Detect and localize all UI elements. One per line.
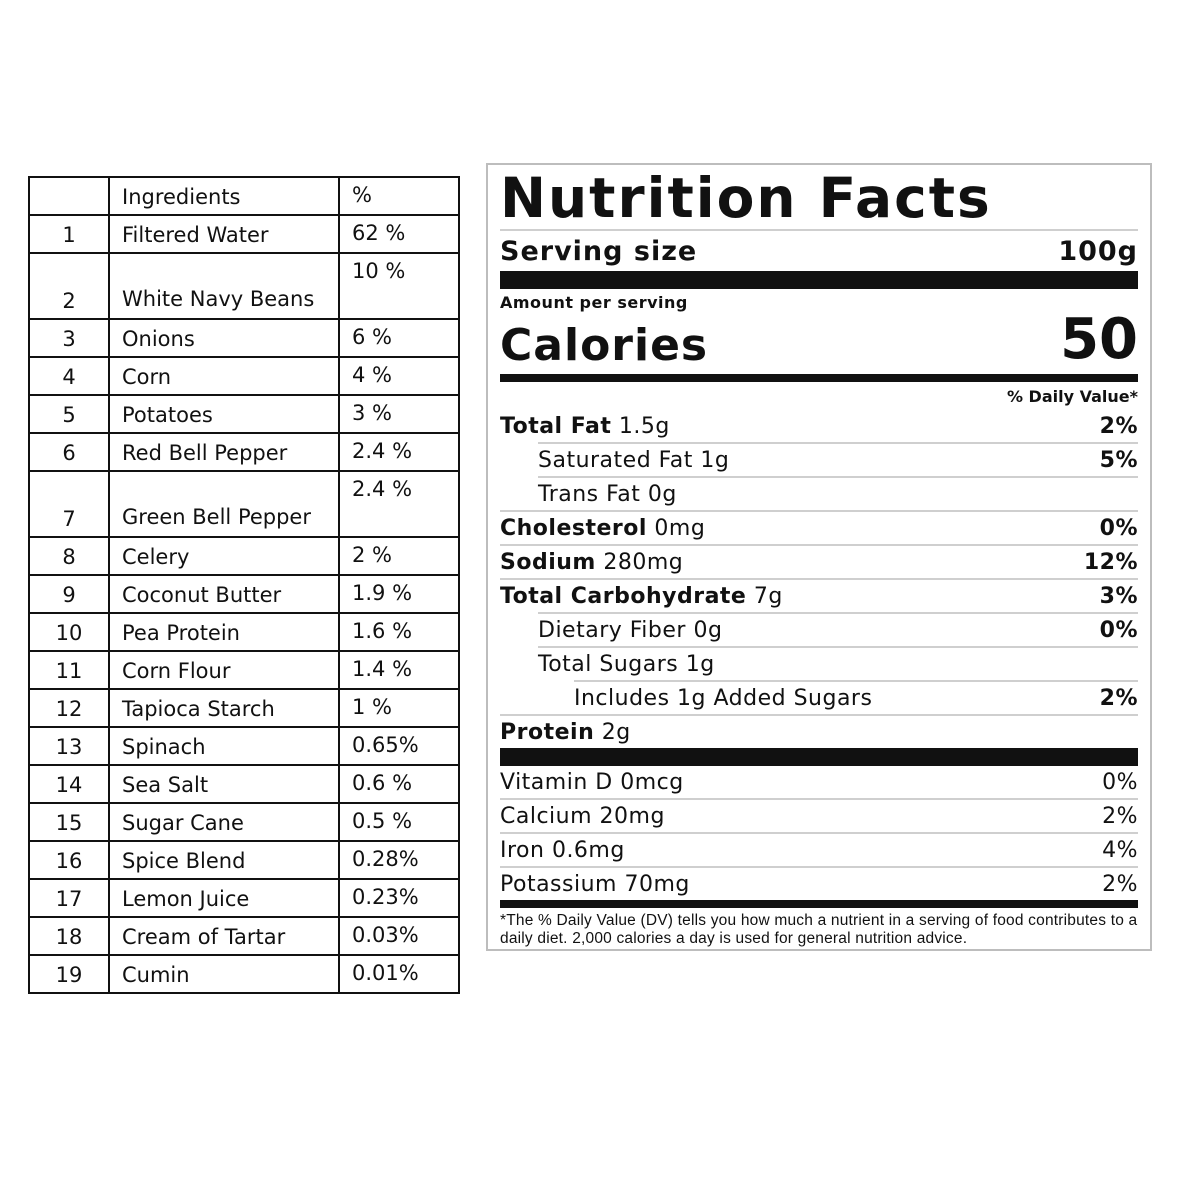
ingredients-table (28, 176, 460, 994)
ingredient-number: 9 (29, 575, 109, 613)
ingredient-percent: 1.4 % (339, 651, 459, 689)
nutrient-label (500, 618, 722, 643)
serving-size-label: Serving size (500, 235, 698, 267)
ingredient-percent: 1.9 % (339, 575, 459, 613)
ingredient-number: 4 (29, 357, 109, 395)
header-ingredients-cell: Ingredients (109, 177, 339, 215)
vitamin-daily-value: 2% (1102, 871, 1138, 897)
nutrition-facts-label (486, 163, 1152, 951)
nutrient-amount: 280mg (595, 549, 684, 575)
ingredient-name: Sugar Cane (109, 803, 339, 841)
daily-value-header-label: % Daily Value* (1006, 386, 1138, 406)
nutrient-row (500, 648, 1138, 680)
ingredient-row (29, 395, 459, 433)
ingredient-row (29, 613, 459, 651)
ingredient-number: 10 (29, 613, 109, 651)
ingredient-percent: 10 % (339, 253, 459, 319)
nutrient-amount: Includes 1g Added Sugars (574, 685, 873, 711)
ingredient-row (29, 471, 459, 537)
vitamin-daily-value: 2% (1102, 803, 1138, 829)
ingredient-number: 14 (29, 765, 109, 803)
nutrient-row (500, 682, 1138, 714)
ingredient-row (29, 253, 459, 319)
ingredient-number: 19 (29, 955, 109, 993)
ingredient-row (29, 357, 459, 395)
ingredient-name: Tapioca Starch (109, 689, 339, 727)
ingredient-percent: 3 % (339, 395, 459, 433)
ingredient-name: Cumin (109, 955, 339, 993)
nutrient-daily-value: 2% (1099, 413, 1138, 439)
nutrition-facts-title: Nutrition Facts (500, 166, 992, 230)
nutrient-name: Total Carbohydrate (500, 583, 747, 609)
ingredient-row (29, 575, 459, 613)
nutrient-daily-value: 5% (1099, 447, 1138, 473)
nutrient-row (500, 716, 1138, 748)
ingredient-percent: 2.4 % (339, 471, 459, 537)
vitamin-row (500, 766, 1138, 798)
ingredient-name: Lemon Juice (109, 879, 339, 917)
nutrient-amount: 1.5g (611, 413, 670, 439)
ingredient-row (29, 689, 459, 727)
ingredient-name: Corn (109, 357, 339, 395)
header-number-cell (29, 177, 109, 215)
ingredient-number: 12 (29, 689, 109, 727)
nutrient-label (500, 652, 715, 677)
ingredient-percent: 0.01% (339, 955, 459, 993)
amount-per-serving (500, 293, 1138, 312)
ingredient-row (29, 433, 459, 471)
ingredient-name: Spice Blend (109, 841, 339, 879)
nutrient-amount: Trans Fat 0g (538, 481, 677, 507)
ingredient-name: Green Bell Pepper (109, 471, 339, 537)
nutrient-amount: 0mg (646, 515, 706, 541)
ingredient-row (29, 955, 459, 993)
calories-label: Calories (500, 320, 709, 371)
vitamin-label: Vitamin D 0mcg (500, 769, 684, 795)
nutrient-daily-value: 3% (1099, 583, 1138, 609)
vitamin-row (500, 800, 1138, 832)
ingredient-number: 15 (29, 803, 109, 841)
ingredient-row (29, 651, 459, 689)
ingredient-percent: 0.65% (339, 727, 459, 765)
ingredient-percent: 0.6 % (339, 765, 459, 803)
amount-per-serving-label: Amount per serving (500, 293, 688, 312)
nutrient-daily-value: 2% (1099, 685, 1138, 711)
vitamin-row (500, 834, 1138, 866)
ingredient-row (29, 319, 459, 357)
ingredient-percent: 62 % (339, 215, 459, 253)
ingredient-percent: 4 % (339, 357, 459, 395)
ingredient-row (29, 537, 459, 575)
ingredients-header-row (29, 177, 459, 215)
nutrient-name: Sodium (500, 549, 596, 575)
nutrient-row (500, 410, 1138, 442)
ingredient-number: 18 (29, 917, 109, 955)
vitamin-label: Potassium 70mg (500, 871, 690, 897)
nutrient-list (500, 410, 1138, 748)
ingredient-number: 5 (29, 395, 109, 433)
nutrient-daily-value: 0% (1099, 617, 1138, 643)
ingredient-number: 2 (29, 253, 109, 319)
ingredient-number: 1 (29, 215, 109, 253)
ingredient-row (29, 215, 459, 253)
nutrient-row (500, 546, 1138, 578)
nutrient-label (500, 482, 677, 507)
ingredient-row (29, 727, 459, 765)
nutrient-name: Total Fat (500, 413, 612, 439)
nutrient-row (500, 512, 1138, 544)
ingredient-name: Red Bell Pepper (109, 433, 339, 471)
nutrient-amount: Total Sugars 1g (538, 651, 715, 677)
ingredient-name: Pea Protein (109, 613, 339, 651)
ingredient-percent: 2.4 % (339, 433, 459, 471)
ingredient-percent: 0.23% (339, 879, 459, 917)
ingredient-number: 8 (29, 537, 109, 575)
ingredient-name: Spinach (109, 727, 339, 765)
ingredient-name: Corn Flour (109, 651, 339, 689)
ingredient-row (29, 879, 459, 917)
nutrient-name: Cholesterol (500, 515, 647, 541)
ingredient-percent: 0.28% (339, 841, 459, 879)
calories-row (500, 307, 1138, 372)
ingredient-number: 3 (29, 319, 109, 357)
ingredient-name: Potatoes (109, 395, 339, 433)
nutrient-label (500, 720, 631, 745)
nutrient-row (500, 478, 1138, 510)
daily-value-header (500, 382, 1138, 410)
ingredient-percent: 0.03% (339, 917, 459, 955)
vitamin-daily-value: 0% (1102, 769, 1138, 795)
ingredient-percent: 2 % (339, 537, 459, 575)
daily-value-footnote: *The % Daily Value (DV) tells you how much a nutrient in a serving of food contributes to a daily diet. 2,000 calories a day is used for general nutrition advice. (500, 912, 1138, 947)
divider-thick (500, 748, 1138, 766)
nutrient-row (500, 444, 1138, 476)
ingredient-number: 16 (29, 841, 109, 879)
nutrient-daily-value: 12% (1083, 549, 1138, 575)
serving-size-row (500, 231, 1138, 271)
ingredient-percent: 0.5 % (339, 803, 459, 841)
nutrient-row (500, 580, 1138, 612)
vitamin-row (500, 868, 1138, 900)
nutrient-name: Protein (500, 719, 595, 745)
serving-size-value: 100g (1058, 235, 1138, 267)
nutrient-label (500, 550, 683, 575)
calories-value: 50 (1060, 307, 1138, 372)
header-percent-cell: % (339, 177, 459, 215)
nutrient-amount: 2g (594, 719, 631, 745)
nutrient-label (500, 516, 705, 541)
nutrient-amount: Dietary Fiber 0g (538, 617, 723, 643)
vitamin-label: Calcium 20mg (500, 803, 665, 829)
vitamin-daily-value: 4% (1102, 837, 1138, 863)
ingredient-name: Onions (109, 319, 339, 357)
nutrient-amount: 7g (746, 583, 783, 609)
ingredient-percent: 6 % (339, 319, 459, 357)
ingredient-name: Filtered Water (109, 215, 339, 253)
ingredient-row (29, 803, 459, 841)
ingredient-name: Cream of Tartar (109, 917, 339, 955)
ingredient-number: 7 (29, 471, 109, 537)
nutrient-label (500, 686, 872, 711)
ingredient-number: 17 (29, 879, 109, 917)
nutrient-label (500, 414, 670, 439)
ingredient-number: 11 (29, 651, 109, 689)
ingredient-name: Celery (109, 537, 339, 575)
divider-medium (500, 374, 1138, 382)
ingredient-name: White Navy Beans (109, 253, 339, 319)
divider-medium (500, 900, 1138, 908)
divider-thick (500, 271, 1138, 289)
nutrient-row (500, 614, 1138, 646)
ingredient-row (29, 841, 459, 879)
nutrient-label (500, 448, 729, 473)
ingredient-row (29, 917, 459, 955)
ingredient-percent: 1.6 % (339, 613, 459, 651)
nutrient-label (500, 584, 783, 609)
nutrient-amount: Saturated Fat 1g (538, 447, 730, 473)
ingredient-row (29, 765, 459, 803)
nutrient-daily-value: 0% (1099, 515, 1138, 541)
ingredient-percent: 1 % (339, 689, 459, 727)
ingredient-number: 6 (29, 433, 109, 471)
ingredient-number: 13 (29, 727, 109, 765)
vitamin-list (500, 766, 1138, 900)
ingredient-name: Sea Salt (109, 765, 339, 803)
vitamin-label: Iron 0.6mg (500, 837, 625, 863)
ingredient-name: Coconut Butter (109, 575, 339, 613)
